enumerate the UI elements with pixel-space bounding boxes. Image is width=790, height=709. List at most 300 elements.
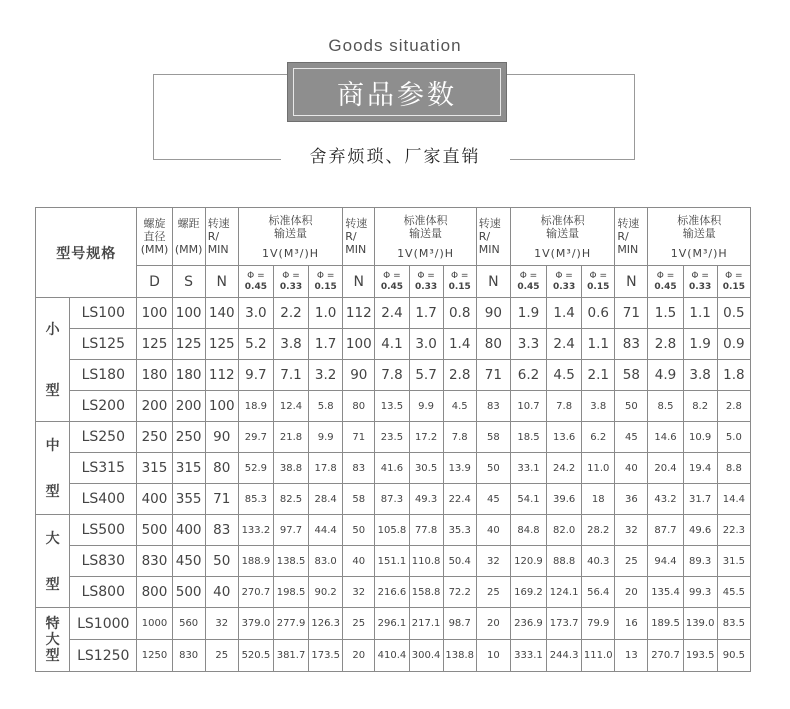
model-name: LS1250 <box>70 640 137 672</box>
cell-value: 173.5 <box>309 640 343 672</box>
spec-table <box>35 207 751 672</box>
cell-value: 49.6 <box>683 515 717 546</box>
table-row <box>36 391 751 422</box>
model-name: LS800 <box>70 577 137 608</box>
cell-value: 71 <box>205 484 238 515</box>
cell-value: 99.3 <box>683 577 717 608</box>
cell-value: 2.4 <box>547 329 582 360</box>
cell-value: 2.2 <box>273 298 308 329</box>
cell-value: 40 <box>615 453 648 484</box>
cell-value: 90 <box>476 298 510 329</box>
frame-top-right <box>507 74 635 75</box>
cell-value: 72.2 <box>443 577 476 608</box>
cell-value: 300.4 <box>409 640 443 672</box>
cell-value: 20.4 <box>648 453 683 484</box>
cell-value: 800 <box>137 577 172 608</box>
table-row <box>36 422 751 453</box>
cell-value: 270.7 <box>648 640 683 672</box>
cell-value: 135.4 <box>648 577 683 608</box>
cell-value: 90 <box>205 422 238 453</box>
cell-value: 50.4 <box>443 546 476 577</box>
header-volume-1 <box>238 208 342 266</box>
model-name: LS500 <box>70 515 137 546</box>
cell-value: 19.4 <box>683 453 717 484</box>
cell-value: 84.8 <box>510 515 546 546</box>
cell-value: 126.3 <box>309 608 343 640</box>
cell-value: 400 <box>172 515 205 546</box>
cell-value: 18.5 <box>510 422 546 453</box>
symbol-n-2: N <box>343 266 375 298</box>
cell-value: 188.9 <box>238 546 273 577</box>
phi-value: 0.15 <box>587 281 610 292</box>
cell-value: 54.1 <box>510 484 546 515</box>
cell-value: 13 <box>615 640 648 672</box>
cell-value: 500 <box>172 577 205 608</box>
header-volume-unit: 1V(M³/)H <box>670 246 728 260</box>
cell-value: 400 <box>137 484 172 515</box>
cell-value: 31.7 <box>683 484 717 515</box>
cell-value: 10.7 <box>510 391 546 422</box>
cell-value: 381.7 <box>273 640 308 672</box>
phi-2-1: Φ = 0.45 <box>375 266 409 298</box>
table-row <box>36 360 751 391</box>
cell-value: 8.8 <box>717 453 750 484</box>
cell-value: 4.5 <box>547 360 582 391</box>
cell-value: 5.8 <box>309 391 343 422</box>
cell-value: 100 <box>137 298 172 329</box>
cell-value: 1.1 <box>683 298 717 329</box>
cell-value: 8.2 <box>683 391 717 422</box>
cell-value: 315 <box>137 453 172 484</box>
cell-value: 5.7 <box>409 360 443 391</box>
cell-value: 25 <box>615 546 648 577</box>
cell-value: 9.7 <box>238 360 273 391</box>
cell-value: 100 <box>343 329 375 360</box>
cell-value: 28.2 <box>582 515 615 546</box>
model-name: LS100 <box>70 298 137 329</box>
cell-value: 11.0 <box>582 453 615 484</box>
cell-value: 120.9 <box>510 546 546 577</box>
cell-value: 4.5 <box>443 391 476 422</box>
group-char: 大 <box>45 631 60 648</box>
cell-value: 83 <box>343 453 375 484</box>
cell-value: 410.4 <box>375 640 409 672</box>
cell-value: 7.8 <box>443 422 476 453</box>
cell-value: 38.8 <box>273 453 308 484</box>
cell-value: 58 <box>615 360 648 391</box>
cell-value: 39.6 <box>547 484 582 515</box>
cell-value: 3.8 <box>582 391 615 422</box>
cell-value: 151.1 <box>375 546 409 577</box>
header-volume-unit: 1V(M³/)H <box>534 246 592 260</box>
cell-value: 20 <box>476 608 510 640</box>
cell-value: 13.9 <box>443 453 476 484</box>
header-speed-1: 转速 R/ MIN <box>205 208 238 266</box>
phi-1-2: Φ = 0.33 <box>273 266 308 298</box>
header-pitch: 螺距 (MM) <box>172 208 205 266</box>
group-label-3 <box>36 515 70 608</box>
cell-value: 13.6 <box>547 422 582 453</box>
symbol-n-1: N <box>205 266 238 298</box>
banner <box>287 62 507 122</box>
cell-value: 10.9 <box>683 422 717 453</box>
phi-4-3: Φ = 0.15 <box>717 266 750 298</box>
phi-value: 0.33 <box>689 281 712 292</box>
phi-3-3: Φ = 0.15 <box>582 266 615 298</box>
cell-value: 1.1 <box>582 329 615 360</box>
cell-value: 88.8 <box>547 546 582 577</box>
header-volume-label: 标准体积 输送量 <box>268 213 313 240</box>
model-name: LS315 <box>70 453 137 484</box>
cell-value: 82.0 <box>547 515 582 546</box>
cell-value: 7.8 <box>375 360 409 391</box>
cell-value: 83 <box>615 329 648 360</box>
cell-value: 125 <box>205 329 238 360</box>
group-char: 小 <box>45 321 60 338</box>
cell-value: 85.3 <box>238 484 273 515</box>
cell-value: 5.2 <box>238 329 273 360</box>
header-speed-2: 转速 R/ MIN <box>343 208 375 266</box>
cell-value: 236.9 <box>510 608 546 640</box>
cell-value: 520.5 <box>238 640 273 672</box>
cell-value: 138.8 <box>443 640 476 672</box>
cell-value: 44.4 <box>309 515 343 546</box>
model-name: LS1000 <box>70 608 137 640</box>
model-name: LS200 <box>70 391 137 422</box>
cell-value: 3.3 <box>510 329 546 360</box>
cell-value: 0.5 <box>717 298 750 329</box>
cell-value: 58 <box>476 422 510 453</box>
cell-value: 83 <box>205 515 238 546</box>
cell-value: 1.7 <box>309 329 343 360</box>
cell-value: 0.6 <box>582 298 615 329</box>
cell-value: 71 <box>343 422 375 453</box>
cell-value: 14.6 <box>648 422 683 453</box>
cell-value: 355 <box>172 484 205 515</box>
cell-value: 250 <box>172 422 205 453</box>
cell-value: 125 <box>172 329 205 360</box>
phi-value: 0.45 <box>517 281 540 292</box>
symbol-n-4: N <box>615 266 648 298</box>
header-speed-3: 转速 R/ MIN <box>476 208 510 266</box>
cell-value: 111.0 <box>582 640 615 672</box>
cell-value: 450 <box>172 546 205 577</box>
cell-value: 105.8 <box>375 515 409 546</box>
cell-value: 32 <box>476 546 510 577</box>
cell-value: 25 <box>476 577 510 608</box>
model-name: LS180 <box>70 360 137 391</box>
cell-value: 30.5 <box>409 453 443 484</box>
phi-2-3: Φ = 0.15 <box>443 266 476 298</box>
header-volume-unit: 1V(M³/)H <box>397 246 455 260</box>
cell-value: 1.9 <box>510 298 546 329</box>
cell-value: 98.7 <box>443 608 476 640</box>
cell-value: 140 <box>205 298 238 329</box>
cell-value: 2.8 <box>443 360 476 391</box>
cell-value: 40 <box>343 546 375 577</box>
cell-value: 71 <box>615 298 648 329</box>
cell-value: 77.8 <box>409 515 443 546</box>
symbol-d: D <box>137 266 172 298</box>
cell-value: 13.5 <box>375 391 409 422</box>
cell-value: 24.2 <box>547 453 582 484</box>
cell-value: 2.4 <box>375 298 409 329</box>
cell-value: 6.2 <box>582 422 615 453</box>
cell-value: 7.8 <box>547 391 582 422</box>
cell-value: 830 <box>172 640 205 672</box>
cell-value: 22.4 <box>443 484 476 515</box>
cell-value: 50 <box>476 453 510 484</box>
cell-value: 28.4 <box>309 484 343 515</box>
group-char: 型 <box>45 484 60 500</box>
cell-value: 198.5 <box>273 577 308 608</box>
header-volume-2 <box>375 208 476 266</box>
model-name: LS250 <box>70 422 137 453</box>
group-label-2 <box>36 422 70 515</box>
cell-value: 1250 <box>137 640 172 672</box>
cell-value: 83.5 <box>717 608 750 640</box>
cell-value: 45 <box>615 422 648 453</box>
group-char: 型 <box>45 383 60 400</box>
cell-value: 4.1 <box>375 329 409 360</box>
cell-value: 18.9 <box>238 391 273 422</box>
header-volume-unit: 1V(M³/)H <box>262 246 320 260</box>
cell-value: 25 <box>205 640 238 672</box>
group-char: 中 <box>45 438 60 454</box>
group-label-chars <box>36 515 69 607</box>
cell-value: 9.9 <box>309 422 343 453</box>
phi-value: 0.15 <box>314 281 337 292</box>
cell-value: 112 <box>205 360 238 391</box>
cell-value: 0.8 <box>443 298 476 329</box>
model-name: LS125 <box>70 329 137 360</box>
cell-value: 138.5 <box>273 546 308 577</box>
cell-value: 90.2 <box>309 577 343 608</box>
group-label-chars <box>36 422 69 514</box>
cell-value: 500 <box>137 515 172 546</box>
cell-value: 80 <box>476 329 510 360</box>
phi-value: 0.33 <box>279 281 303 292</box>
header-volume-label: 标准体积 输送量 <box>403 213 448 240</box>
cell-value: 94.4 <box>648 546 683 577</box>
cell-value: 1000 <box>137 608 172 640</box>
cell-value: 50 <box>343 515 375 546</box>
cell-value: 80 <box>343 391 375 422</box>
cell-value: 4.9 <box>648 360 683 391</box>
cell-value: 87.7 <box>648 515 683 546</box>
phi-2-2: Φ = 0.33 <box>409 266 443 298</box>
cell-value: 25 <box>343 608 375 640</box>
model-name: LS830 <box>70 546 137 577</box>
cell-value: 36 <box>615 484 648 515</box>
cell-value: 89.3 <box>683 546 717 577</box>
cell-value: 29.7 <box>238 422 273 453</box>
phi-1-3: Φ = 0.15 <box>309 266 343 298</box>
cell-value: 3.8 <box>683 360 717 391</box>
cell-value: 80 <box>205 453 238 484</box>
cell-value: 17.8 <box>309 453 343 484</box>
cell-value: 250 <box>137 422 172 453</box>
header-diameter: 螺旋 直径 (MM) <box>137 208 172 266</box>
cell-value: 100 <box>172 298 205 329</box>
phi-3-1: Φ = 0.45 <box>510 266 546 298</box>
cell-value: 1.8 <box>717 360 750 391</box>
cell-value: 296.1 <box>375 608 409 640</box>
cell-value: 22.3 <box>717 515 750 546</box>
cell-value: 1.4 <box>547 298 582 329</box>
group-char: 型 <box>45 577 60 593</box>
cell-value: 333.1 <box>510 640 546 672</box>
cell-value: 17.2 <box>409 422 443 453</box>
table-row <box>36 608 751 640</box>
cell-value: 277.9 <box>273 608 308 640</box>
cell-value: 56.4 <box>582 577 615 608</box>
cell-value: 1.5 <box>648 298 683 329</box>
group-char: 大 <box>45 531 60 547</box>
phi-value: 0.15 <box>448 281 471 292</box>
cell-value: 90 <box>343 360 375 391</box>
cell-value: 2.8 <box>717 391 750 422</box>
banner-title: 商品参数 <box>337 79 457 111</box>
group-char: 特 <box>45 615 60 632</box>
cell-value: 8.5 <box>648 391 683 422</box>
table-row <box>36 329 751 360</box>
cell-value: 100 <box>205 391 238 422</box>
cell-value: 90.5 <box>717 640 750 672</box>
cell-value: 244.3 <box>547 640 582 672</box>
group-label-4 <box>36 608 70 672</box>
cell-value: 2.1 <box>582 360 615 391</box>
phi-value: 0.15 <box>722 281 745 292</box>
cell-value: 32 <box>343 577 375 608</box>
cell-value: 12.4 <box>273 391 308 422</box>
phi-4-2: Φ = 0.33 <box>683 266 717 298</box>
cell-value: 216.6 <box>375 577 409 608</box>
cell-value: 1.7 <box>409 298 443 329</box>
cell-value: 270.7 <box>238 577 273 608</box>
table-row <box>36 546 751 577</box>
phi-3-2: Φ = 0.33 <box>547 266 582 298</box>
cell-value: 193.5 <box>683 640 717 672</box>
cell-value: 87.3 <box>375 484 409 515</box>
cell-value: 3.2 <box>309 360 343 391</box>
cell-value: 124.1 <box>547 577 582 608</box>
cell-value: 189.5 <box>648 608 683 640</box>
cell-value: 83 <box>476 391 510 422</box>
cell-value: 21.8 <box>273 422 308 453</box>
cell-value: 3.0 <box>409 329 443 360</box>
cell-value: 33.1 <box>510 453 546 484</box>
phi-1-1: Φ = 0.45 <box>238 266 273 298</box>
cell-value: 45.5 <box>717 577 750 608</box>
cell-value: 18 <box>582 484 615 515</box>
cell-value: 43.2 <box>648 484 683 515</box>
cell-value: 14.4 <box>717 484 750 515</box>
header-volume-4 <box>648 208 751 266</box>
symbol-n-3: N <box>476 266 510 298</box>
cell-value: 1.4 <box>443 329 476 360</box>
group-label-1 <box>36 298 70 422</box>
banner-inner <box>293 68 501 116</box>
cell-value: 82.5 <box>273 484 308 515</box>
cell-value: 173.7 <box>547 608 582 640</box>
english-title: Goods situation <box>328 36 462 55</box>
cell-value: 16 <box>615 608 648 640</box>
cell-value: 110.8 <box>409 546 443 577</box>
header-volume-label: 标准体积 输送量 <box>677 213 722 240</box>
phi-value: 0.33 <box>553 281 576 292</box>
cell-value: 9.9 <box>409 391 443 422</box>
cell-value: 83.0 <box>309 546 343 577</box>
cell-value: 139.0 <box>683 608 717 640</box>
cell-value: 41.6 <box>375 453 409 484</box>
table-row <box>36 484 751 515</box>
subtitle: 舍弃烦琐、厂家直销 <box>309 147 481 167</box>
cell-value: 40 <box>476 515 510 546</box>
cell-value: 125 <box>137 329 172 360</box>
cell-value: 158.8 <box>409 577 443 608</box>
table-row <box>36 298 751 329</box>
cell-value: 180 <box>137 360 172 391</box>
cell-value: 20 <box>615 577 648 608</box>
cell-value: 200 <box>137 391 172 422</box>
cell-value: 97.7 <box>273 515 308 546</box>
cell-value: 6.2 <box>510 360 546 391</box>
cell-value: 0.9 <box>717 329 750 360</box>
cell-value: 79.9 <box>582 608 615 640</box>
cell-value: 180 <box>172 360 205 391</box>
symbol-s: S <box>172 266 205 298</box>
cell-value: 3.0 <box>238 298 273 329</box>
cell-value: 40 <box>205 577 238 608</box>
group-char: 型 <box>45 647 60 664</box>
cell-value: 315 <box>172 453 205 484</box>
phi-value: 0.45 <box>244 281 267 292</box>
cell-value: 112 <box>343 298 375 329</box>
cell-value: 31.5 <box>717 546 750 577</box>
cell-value: 52.9 <box>238 453 273 484</box>
table-row <box>36 640 751 672</box>
cell-value: 32 <box>615 515 648 546</box>
phi-value: 0.45 <box>380 281 404 292</box>
phi-4-1: Φ = 0.45 <box>648 266 683 298</box>
phi-value: 0.45 <box>654 281 677 292</box>
cell-value: 71 <box>476 360 510 391</box>
cell-value: 45 <box>476 484 510 515</box>
cell-value: 1.0 <box>309 298 343 329</box>
cell-value: 20 <box>343 640 375 672</box>
cell-value: 10 <box>476 640 510 672</box>
cell-value: 3.8 <box>273 329 308 360</box>
header-volume-3 <box>510 208 614 266</box>
cell-value: 50 <box>205 546 238 577</box>
cell-value: 1.9 <box>683 329 717 360</box>
cell-value: 40.3 <box>582 546 615 577</box>
cell-value: 7.1 <box>273 360 308 391</box>
group-label-chars <box>36 298 69 421</box>
header-speed-4: 转速 R/ MIN <box>615 208 648 266</box>
cell-value: 379.0 <box>238 608 273 640</box>
cell-value: 58 <box>343 484 375 515</box>
cell-value: 217.1 <box>409 608 443 640</box>
model-name: LS400 <box>70 484 137 515</box>
cell-value: 169.2 <box>510 577 546 608</box>
cell-value: 5.0 <box>717 422 750 453</box>
header-model: 型号规格 <box>36 208 137 298</box>
table-row <box>36 515 751 546</box>
cell-value: 200 <box>172 391 205 422</box>
cell-value: 2.8 <box>648 329 683 360</box>
